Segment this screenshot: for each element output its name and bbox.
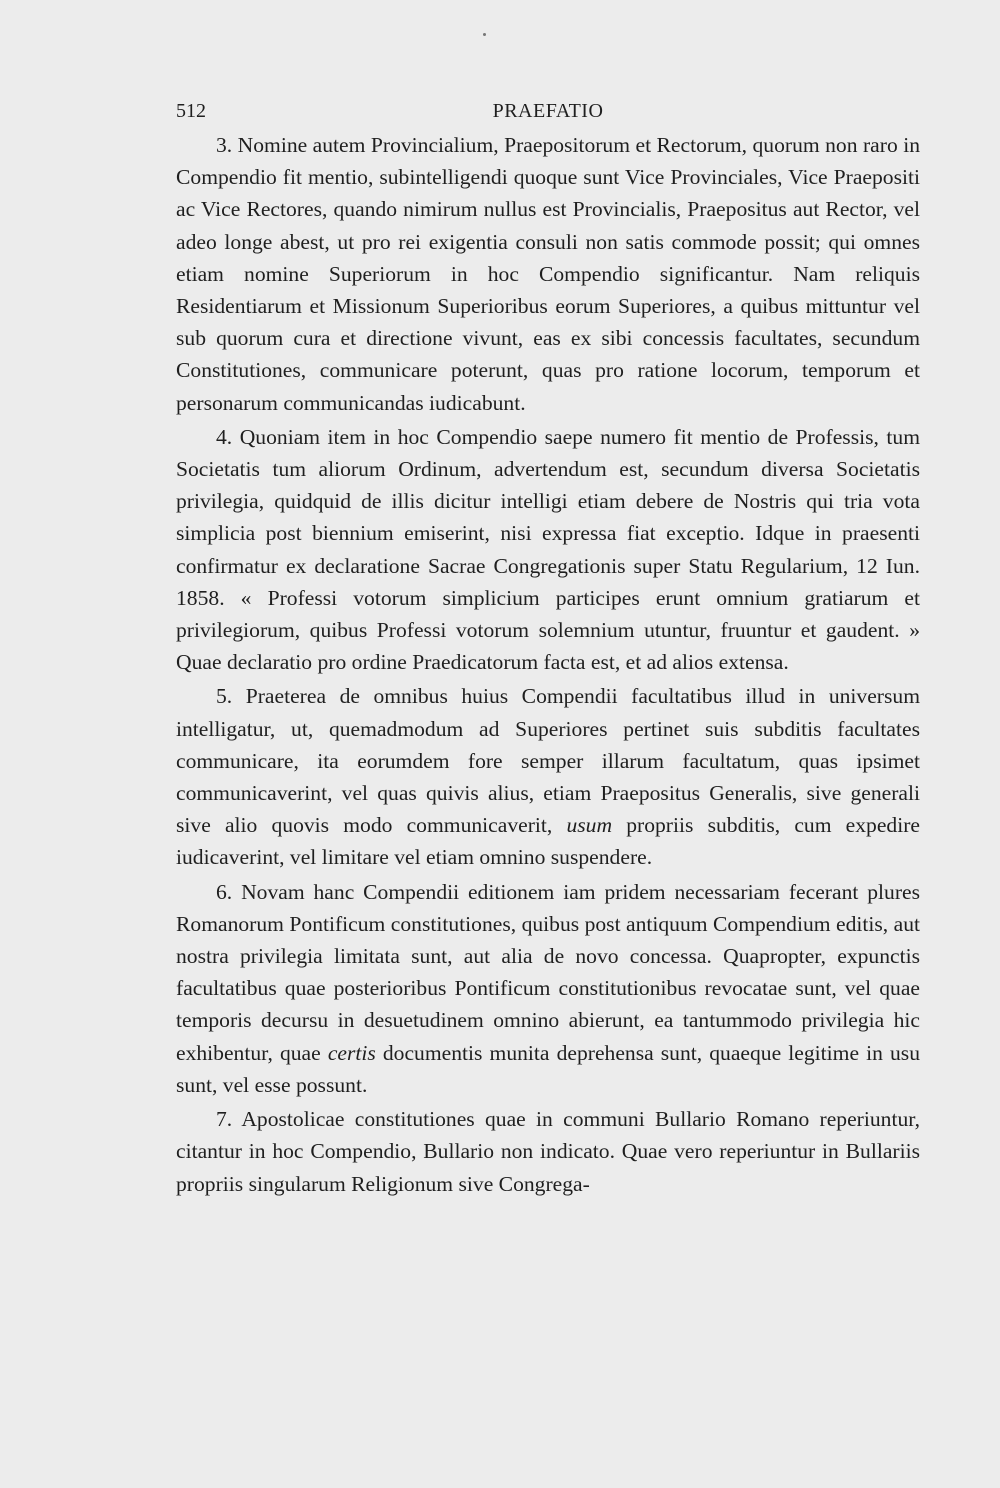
running-title: PRAEFATIO [492, 100, 604, 122]
print-speck [483, 33, 486, 36]
paragraph-number: 6. [216, 879, 233, 904]
italic-term: certis [327, 1040, 376, 1065]
paragraph-6 [176, 876, 920, 1101]
paragraph-number: 7. [216, 1107, 233, 1132]
paragraph-text-start: Novam hanc Compendii editionem iam pridem necessariam fecerant plures Romanorum Pontificum constitutiones, quibus post antiquum Compendium editis, aut nostra privilegia limitata sunt, aut alia de novo concessa. Quapropter, expunctis facultatibus quae posterioribus Pontificum constitutionibus revocatae sunt, vel quae temporis decursu in desuetudinem omnino abierunt, ea tantummodo privilegia hic exhibentur, quae [176, 879, 921, 1065]
italic-term: usum [566, 813, 613, 838]
paragraph-5 [176, 680, 920, 873]
body-text [176, 129, 920, 1200]
page-header [176, 96, 920, 126]
paragraph-7 [176, 1103, 920, 1200]
paragraph-text: Apostolicae constitutiones quae in communi Bullario Romano reperiuntur, citantur in hoc Compendio, Bullario non indicato. Quae vero reperiuntur in Bullariis propriis singularum Religionum sive Congrega- [176, 1107, 920, 1196]
paragraph-text-end: propriis subditis, cum expedire iudicaverint, vel limitare vel etiam omnino suspendere. [176, 813, 920, 870]
paragraph-3 [176, 129, 920, 419]
paragraph-4 [176, 421, 920, 679]
paragraph-number: 3. [216, 133, 233, 157]
paragraph-text-end: documentis munita deprehensa sunt, quaeque legitime in usu sunt, vel esse possunt. [176, 1040, 920, 1097]
paragraph-text: Nomine autem Provincialium, Praepositorum et Rectorum, quorum non raro in Compendio fit mentio, subintelligendi quoque sunt Vice Provinciales, Vice Praepositi ac Vice Rectores, quando nimirum nullus est Provincialis, Praepositus aut Rector, vel adeo longe abest, ut pro rei exigentia consuli non satis commode possit; qui omnes etiam nomine Superiorum in hoc Compendio significantur. Nam reliquis Residentiarum et Missionum Superioribus eorum Superiores, a quibus mittuntur vel sub quorum cura et directione vivunt, eas ex sibi concessis facultates, secundum Constitutiones, communicare poterunt, quas pro ratione locorum, temporum et personarum communicandas iudicabunt. [176, 133, 920, 415]
paragraph-text-start: Praeterea de omnibus huius Compendii facultatibus illud in universum intelligatur, ut, quemadmodum ad Superiores pertinet suis subditis facultates communicare, ita eorumdem fore semper illarum facultatum, quas ipsimet communicaverint, vel quas quivis alius, etiam Praepositus Generalis, sive generali sive alio quovis modo communicaverit, [176, 684, 920, 838]
paragraph-number: 5. [216, 684, 233, 709]
page-number: 512 [176, 100, 206, 122]
paragraph-text: Quoniam item in hoc Compendio saepe numero fit mentio de Professis, tum Societatis tum aliorum Ordinum, advertendum est, secundum diversa Societatis privilegia, quidquid de illis dicitur intelligi etiam debere de Nostris qui tria vota simplicia post biennium emiserint, nisi expressa fiat exceptio. Idque in praesenti confirmatur ex declaratione Sacrae Congregationis super Statu Regularium, 12 Iun. 1858. « Professi votorum simplicium participes erunt omnium gratiarum et privilegiorum, quibus Professi votorum solemnium utuntur, fruuntur et gaudent. » Quae declaratio pro ordine Praedicatorum facta est, et ad alios extensa. [176, 424, 920, 675]
paragraph-number: 4. [216, 424, 233, 449]
